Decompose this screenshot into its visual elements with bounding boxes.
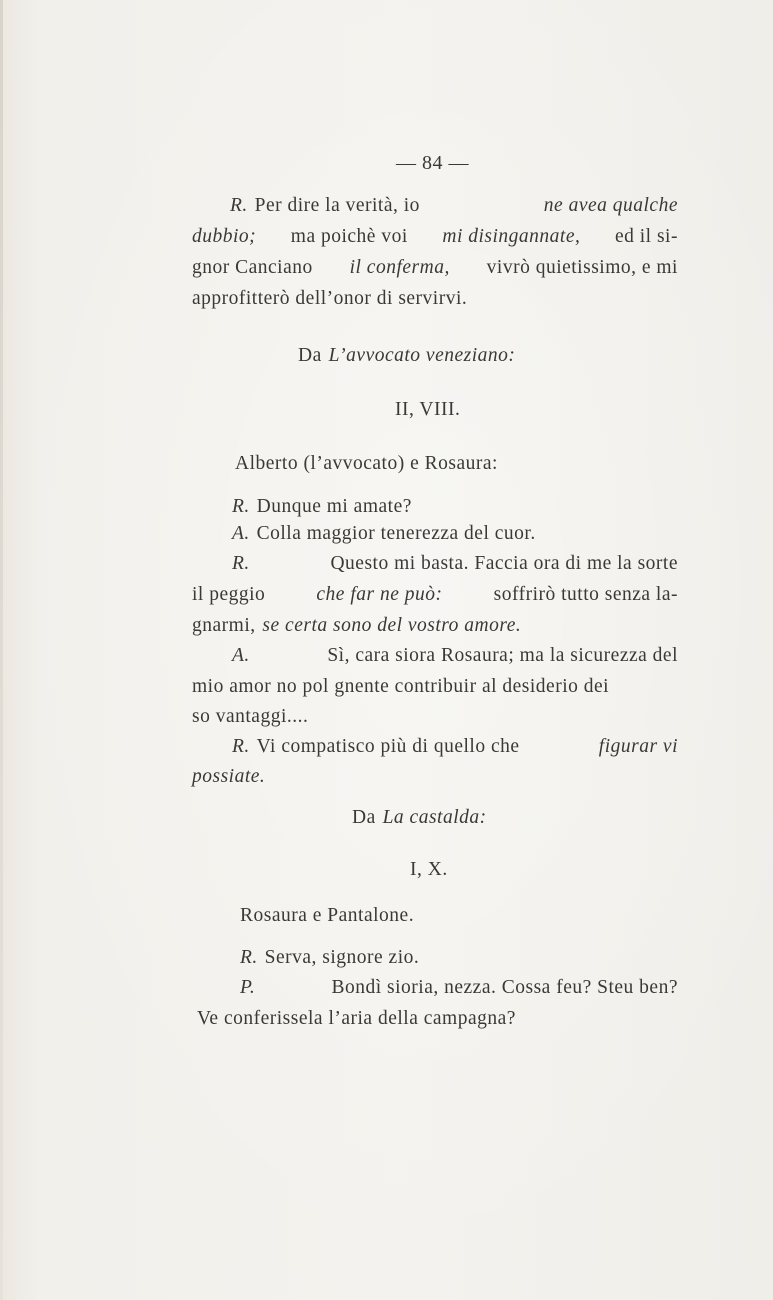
dialogue-1-line-4: il peggio che far ne può: soffrirò tutto senza la- <box>192 584 678 605</box>
dialogue-2-line-2: P. Bondì sioria, nezza. Cossa feu? Steu ben? <box>240 977 678 998</box>
scene-number-1: II, VIII. <box>395 399 461 420</box>
play-title-1: L’avvocato veneziano: <box>328 345 516 366</box>
dialogue-1-line-3: R. Questo mi basta. Faccia ora di me la sorte <box>232 553 678 574</box>
paragraph-1-line-2: dubbio; ma poichè voi mi disingannate, ed il si- <box>192 226 678 247</box>
characters-1: Alberto (l’avvocato) e Rosaura: <box>235 453 498 474</box>
paragraph-1-line-3: gnor Canciano il conferma, vivrò quietissimo, e mi <box>192 257 678 278</box>
dialogue-1-line-10: possiate. <box>192 766 266 787</box>
paragraph-1-line-4: approfitterò dell’onor di servirvi. <box>192 288 468 309</box>
dialogue-1-line-9: R. Vi compatisco più di quello che figurar vi <box>232 736 678 757</box>
scene-number-2: I, X. <box>410 859 448 880</box>
dialogue-1-line-5: gnarmi, se certa sono del vostro amore. <box>192 615 522 636</box>
dialogue-2-line-3: Ve conferissela l’aria della campagna? <box>197 1008 516 1029</box>
characters-2: Rosaura e Pantalone. <box>240 905 415 926</box>
dialogue-1-line-7: mio amor no pol gnente contribuir al desiderio dei <box>192 676 610 697</box>
section-heading-2: Da La castalda: <box>352 807 487 828</box>
page-number: — 84 — <box>396 152 469 174</box>
dialogue-1-line-6: A. Sì, cara siora Rosaura; ma la sicurezza del <box>232 645 678 666</box>
speaker-rosaura: R. <box>230 195 248 216</box>
dialogue-1-line-8: so vantaggi.... <box>192 706 309 727</box>
dialogue-2-line-1: R. Serva, signore zio. <box>240 947 420 968</box>
play-title-2: La castalda: <box>382 807 487 828</box>
section-heading-1: Da L’avvocato veneziano: <box>298 345 516 366</box>
dialogue-1-line-2: A. Colla maggior tenerezza del cuor. <box>232 523 536 544</box>
dialogue-1-line-1: R. Dunque mi amate? <box>232 496 412 517</box>
paragraph-1-line-1: R. Per dire la verità, io ne avea qualche <box>230 195 678 216</box>
